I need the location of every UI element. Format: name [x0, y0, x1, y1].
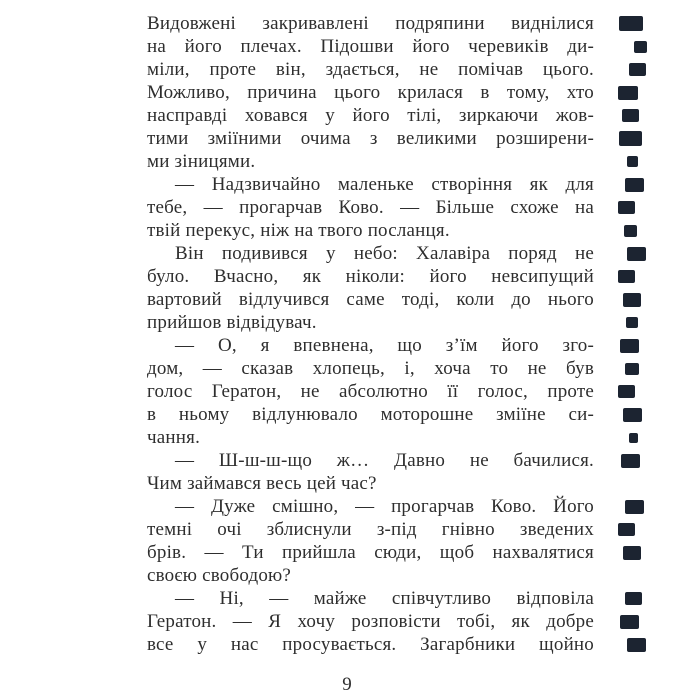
- page-text: [147, 12, 594, 656]
- page-edge-scan-mark: [625, 500, 644, 514]
- page-edge-scan-mark: [623, 546, 641, 560]
- page-edge-scan-mark: [618, 86, 638, 100]
- page-edge-scan-mark: [625, 363, 639, 375]
- page-edge-scan-mark: [627, 638, 646, 652]
- text-line: Можливо, причина цього крилася в тому, хто: [147, 82, 594, 103]
- page-edge-scan-mark: [622, 109, 639, 122]
- text-line: Він подивився у небо: Халавіра поряд не: [175, 243, 594, 264]
- text-line: на його плечах. Підошви його черевиків ди-: [147, 36, 594, 57]
- page-edge-scan-mark: [618, 523, 635, 536]
- page-edge-scan-mark: [618, 201, 635, 214]
- text-line: вартовий відлучився саме тоді, коли до нього: [147, 289, 594, 310]
- page-edge-scan-mark: [620, 615, 639, 629]
- page-edge-scan-mark: [623, 293, 641, 307]
- text-line: своєю свободою?: [147, 565, 292, 586]
- text-line: брів. — Ти прийшла сюди, щоб нахвалятися: [147, 542, 594, 563]
- text-line: в ньому відлунювало моторошне зміїне си-: [147, 404, 594, 425]
- page-number: 9: [342, 674, 352, 695]
- page-edge-scan-mark: [620, 339, 639, 353]
- text-line: тими зміїними очима з великими розширени-: [147, 128, 594, 149]
- text-line: все у нас просувається. Загарбники щойно: [147, 634, 594, 655]
- text-line: — Надзвичайно маленьке створіння як для: [175, 174, 594, 195]
- text-line: міли, проте він, здається, не помічав цього.: [147, 59, 594, 80]
- page-edge-scan-mark: [627, 156, 638, 167]
- text-line: чання.: [147, 427, 201, 448]
- page-edge-scan-mark: [618, 385, 635, 398]
- page-edge-scan-mark: [619, 16, 643, 31]
- text-line: голос Гератон, не абсолютно її голос, проте: [147, 381, 594, 402]
- text-line: Чим займався весь цей час?: [147, 473, 377, 494]
- text-line: — Дуже смішно, — прогарчав Ково. Його: [175, 496, 594, 517]
- page-edge-scan-mark: [627, 247, 646, 261]
- page-edge-scan-mark: [634, 41, 647, 53]
- text-line: твій перекус, ніж на твого посланця.: [147, 220, 450, 241]
- text-line: було. Вчасно, як ніколи: його невсипущий: [147, 266, 594, 287]
- text-line: — О, я впевнена, що з’їм його зго-: [175, 335, 594, 356]
- page-edge-scan-mark: [629, 433, 638, 443]
- page-edge-scan-mark: [619, 131, 642, 146]
- text-line: тебе, — прогарчав Ково. — Більше схоже на: [147, 197, 594, 218]
- text-line: дом, — сказав хлопець, і, хоча то не був: [147, 358, 594, 379]
- page-edge-scan-mark: [621, 454, 640, 468]
- page-edge-scan-mark: [626, 317, 638, 328]
- page-edge-scan-mark: [618, 270, 635, 283]
- text-line: — Ні, — майже співчутливо відповіла: [175, 588, 594, 609]
- page-edge-scan-mark: [624, 225, 637, 237]
- page-edge-scan-mark: [625, 178, 644, 192]
- page-edge-scan-mark: [623, 408, 642, 422]
- text-line: темні очі зблиснули з-під гнівно зведених: [147, 519, 594, 540]
- text-line: Видовжені закривавлені подряпини виднілися: [147, 13, 594, 34]
- text-line: насправді ховався у його тілі, зиркаючи жов-: [147, 105, 594, 126]
- text-line: прийшов відвідувач.: [147, 312, 317, 333]
- text-line: Гератон. — Я хочу розповісти тобі, як добре: [147, 611, 594, 632]
- text-line: — Ш-ш-ш-що ж… Давно не бачилися.: [175, 450, 594, 471]
- page-edge-scan-mark: [625, 592, 642, 605]
- text-line: ми зіницями.: [147, 151, 256, 172]
- page-edge-scan-mark: [629, 63, 646, 76]
